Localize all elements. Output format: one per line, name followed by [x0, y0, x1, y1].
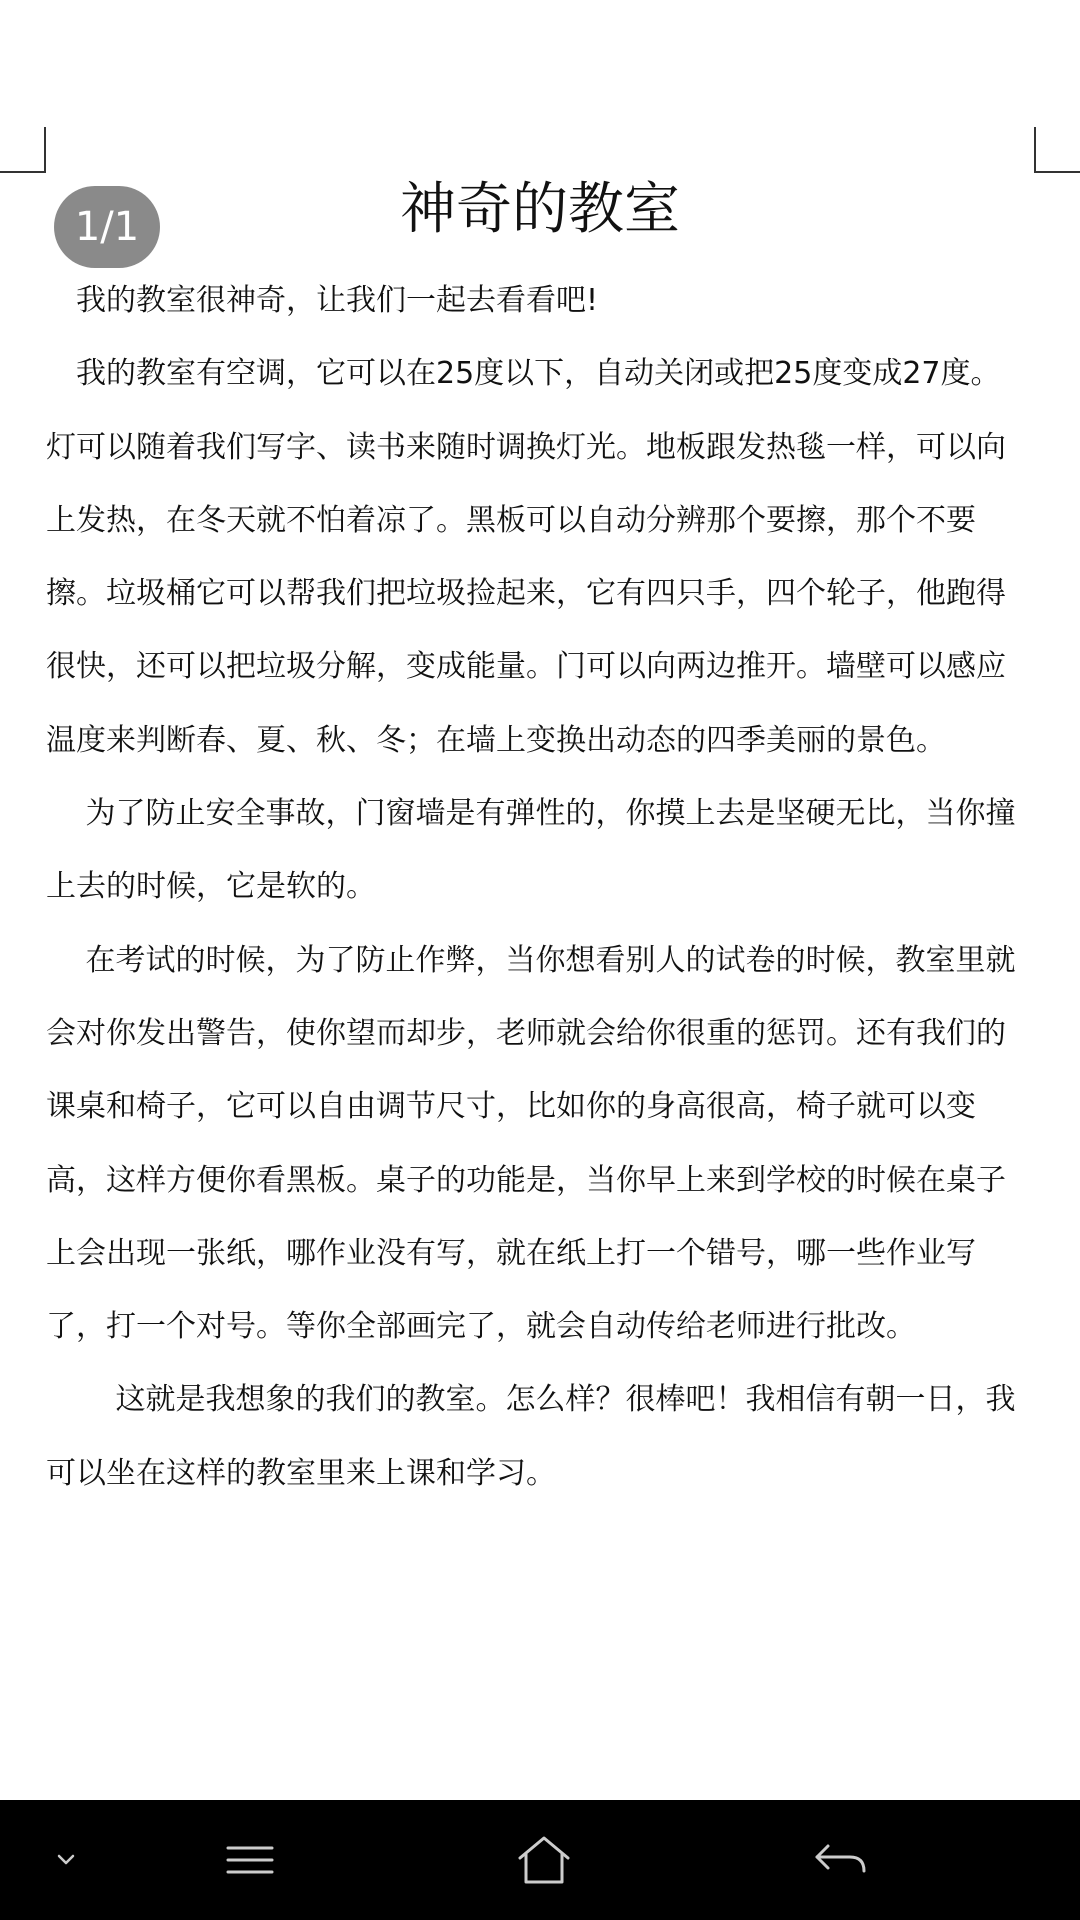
back-button[interactable] [790, 1800, 890, 1920]
menu-button[interactable] [200, 1800, 300, 1920]
document-title: 神奇的教室 [400, 177, 680, 242]
paragraph-3: 为了防止安全事故，门窗墙是有弹性的，你摸上去是坚硬无比，当你撞上去的时候，它是软的。 [46, 796, 1016, 905]
paragraph-5: 这就是我想象的我们的教室。怎么样？很棒吧！我相信有朝一日，我可以坐在这样的教室里来上课和学习。 [46, 1382, 1016, 1491]
menu-icon [222, 1840, 278, 1880]
paragraph-1: 我的教室很神奇，让我们一起去看看吧! [46, 283, 599, 318]
chevron-down-icon [51, 1845, 81, 1875]
document-body [46, 264, 1030, 1510]
home-button[interactable] [494, 1800, 594, 1920]
paragraph-4: 在考试的时候，为了防止作弊，当你想看别人的试卷的时候，教室里就会对你发出警告，使你望而却步，老师就会给你很重的惩罚。还有我们的课桌和椅子，它可以自由调节尺寸，比如你的身高很高，椅子就可以变高，这样方便你看黑板。桌子的功能是，当你早上来到学校的时候在桌子上会出现一张纸，哪作业没有写，就在纸上打一个错号，哪一些作业写了，打一个对号。等你全部画完了，就会自动传给老师进行批改。 [46, 942, 1016, 1345]
bottom-navigation-bar [0, 1800, 1080, 1920]
collapse-button[interactable] [28, 1800, 104, 1920]
paragraph-2: 我的教室有空调，它可以在25度以下，自动关闭或把25度变成27度。灯可以随着我们写字、读书来随时调换灯光。地板跟发热毯一样，可以向上发热，在冬天就不怕着凉了。黑板可以自动分辨那个要擦，那个不要擦。垃圾桶它可以帮我们把垃圾捡起来，它有四只手，四个轮子，他跑得很快，还可以把垃圾分解，变成能量。门可以向两边推开。墙壁可以感应温度来判断春、夏、秋、冬；在墙上变换出动态的四季美丽的景色。 [46, 356, 1006, 758]
crop-mark-left [0, 127, 46, 173]
crop-mark-right [1034, 127, 1080, 173]
page-indicator-badge: 1/1 [54, 186, 160, 268]
back-icon [812, 1840, 868, 1880]
home-icon [516, 1834, 572, 1886]
